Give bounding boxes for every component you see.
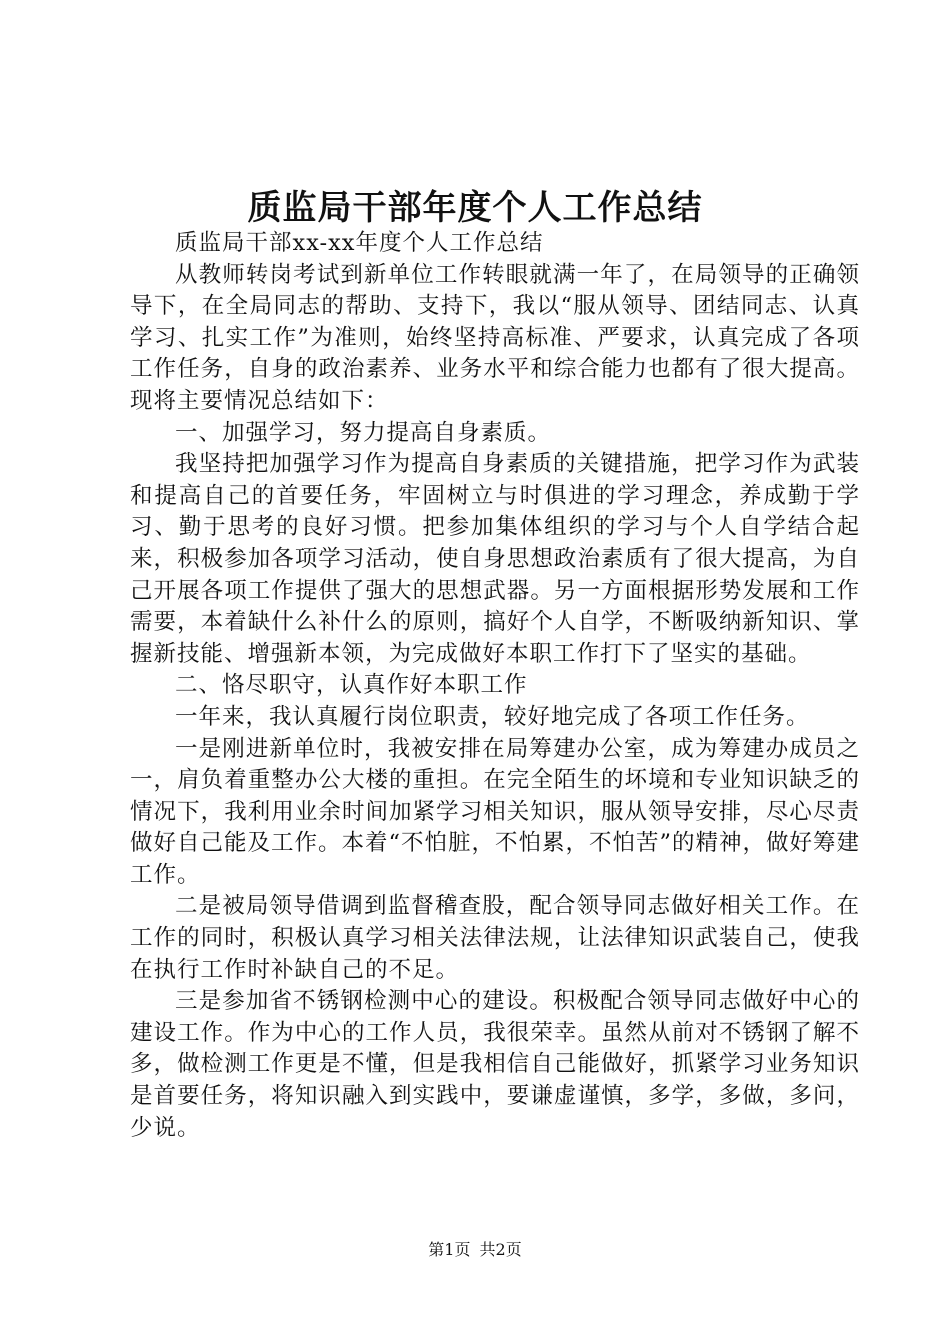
subtitle-paragraph: 质监局干部xx-xx年度个人工作总结 (175, 230, 544, 256)
page-total: 共2页 (479, 1240, 522, 1259)
document-body (130, 228, 860, 1144)
page-number: 第1页 (428, 1240, 471, 1259)
section-1-paragraph: 我坚持把加强学习作为提高自身素质的关键措施，把学习作为武装和提高自己的首要任务，牢固树立与时俱进的学习理念，养成勤于学习、勤于思考的良好习惯。把参加集体组织的学习与个人自学结合起来，积极参加各项学习活动，使自身思想政治素质有了很大提高，为自己开展各项工作提供了强大的思想武器。另一方面根据形势发展和工作需要，本着缺什么补什么的原则，搞好个人自学，不断吸纳新知识、掌握新技能、增强新本领，为完成做好本职工作打下了坚实的基础。 (130, 451, 860, 667)
section-heading-1: 一、加强学习，努力提高自身素质。 (175, 419, 552, 446)
document-title: 质监局干部年度个人工作总结 (247, 188, 703, 228)
section-2-intro-paragraph: 一年来，我认真履行岗位职责，较好地完成了各项工作任务。 (175, 703, 810, 730)
item-3-paragraph: 三是参加省不锈钢检测中心的建设。积极配合领导同志做好中心的建设工作。作为中心的工作人员，我很荣幸。虽然从前对不锈钢了解不多，做检测工作更是不懂，但是我相信自己能做好，抓紧学习业务知识是首要任务，将知识融入到实践中，要谦虚谨慎，多学，多做，多问，少说。 (130, 988, 860, 1141)
page-footer (0, 1238, 950, 1262)
item-1-paragraph: 一是刚进新单位时，我被安排在局筹建办公室，成为筹建办成员之一，肩负着重整办公大楼的重担。在完全陌生的坏境和专业知识缺乏的情况下，我利用业余时间加紧学习相关知识，服从领导安排，尽心尽责做好自己能及工作。本着“不怕脏，不怕累，不怕苦”的精神，做好筹建工作。 (130, 735, 861, 888)
intro-paragraph: 从教师转岗考试到新单位工作转眼就满一年了，在局领导的正确领导下，在全局同志的帮助、支持下，我以“服从领导、团结同志、认真学习、扎实工作”为准则，始终坚持高标准、严要求，认真完成了各项工作任务，自身的政治素养、业务水平和综合能力也都有了很大提高。现将主要情况总结如下： (130, 261, 860, 414)
section-heading-2: 二、恪尽职守，认真作好本职工作 (175, 672, 528, 699)
item-2-paragraph: 二是被局领导借调到监督稽查股，配合领导同志做好相关工作。在工作的同时，积极认真学习相关法律法规，让法律知识武装自己，使我在执行工作时补缺自己的不足。 (130, 893, 860, 983)
